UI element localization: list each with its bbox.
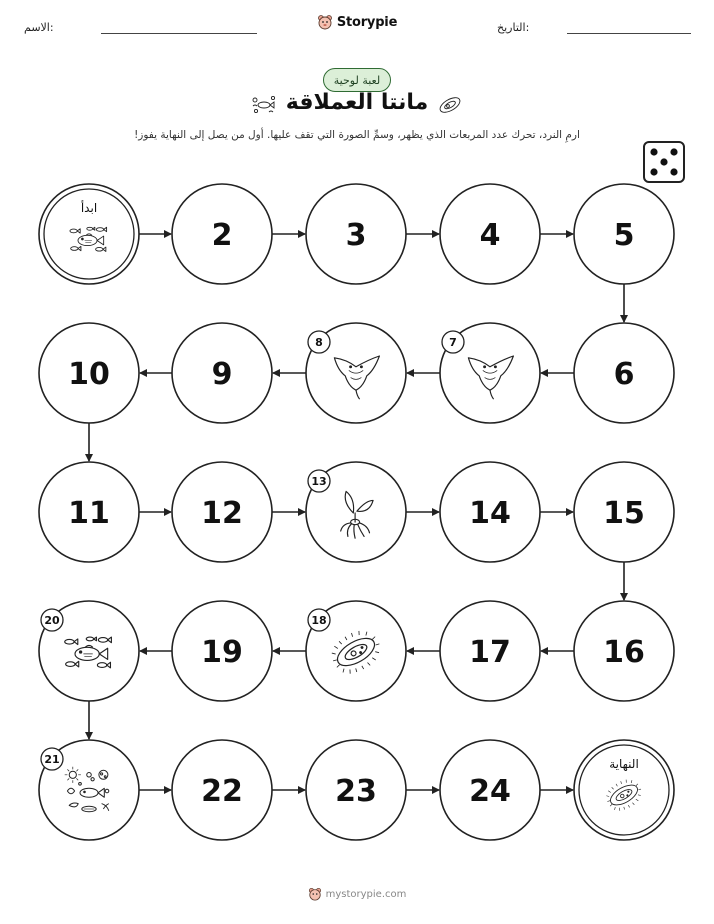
footer-url: mystorypie.com [325,888,407,900]
board-space-5[interactable] [574,184,674,284]
board-space-4[interactable] [440,184,540,284]
brand-name: Storypie [336,14,398,30]
space-number: 5 [613,218,635,253]
space-circle [574,740,674,840]
board-space-12[interactable] [172,462,272,562]
board-space-6[interactable] [574,323,674,423]
space-number: 12 [201,496,243,531]
board-space-17[interactable] [440,601,540,701]
dice-pip [650,148,657,155]
start-space[interactable] [39,184,139,284]
space-number: 13 [311,475,327,488]
space-number: 8 [315,336,323,349]
board-space-10[interactable] [39,323,139,423]
space-number: 21 [44,753,60,766]
name-label: الاسم: [24,21,54,34]
board-space-19[interactable] [172,601,272,701]
board-space-24[interactable] [440,740,540,840]
board-space-8[interactable] [306,323,406,423]
board-space-22[interactable] [172,740,272,840]
board-space-7[interactable] [440,323,540,423]
board-space-15[interactable] [574,462,674,562]
footer [0,887,714,901]
dice-pip [670,168,677,175]
space-number: 14 [469,496,511,531]
space-number: 4 [479,218,501,253]
board-space-3[interactable] [306,184,406,284]
date-label: التاريخ: [497,21,530,34]
space-number: 24 [469,774,511,809]
space-number: 9 [211,357,233,392]
board-space-16[interactable] [574,601,674,701]
space-number: 16 [603,635,645,670]
space-number: 10 [68,357,110,392]
space-number: 17 [469,635,511,670]
space-number: 7 [449,336,457,349]
dice-pip [670,148,677,155]
dice-pip [650,168,657,175]
space-number: 19 [201,635,243,670]
finish-space[interactable] [574,740,674,840]
space-number: 20 [44,614,60,627]
start-label: ابدأ [80,201,98,215]
dice-pip [660,158,667,165]
space-number: 18 [311,614,327,627]
space-number: 15 [603,496,645,531]
board-space-21[interactable] [39,740,139,840]
dice-icon [644,142,684,182]
instructions-text: ارمِ النرد، تحرك عدد المربعات الذي يظهر، وسمِّ الصورة التي تقف عليها. أول من يصل إلى النهاية يفوز! [134,129,580,141]
space-number: 11 [68,496,110,531]
board-space-14[interactable] [440,462,540,562]
board-space-11[interactable] [39,462,139,562]
space-number: 3 [345,218,367,253]
space-number: 6 [613,357,635,392]
page-title: مانتا العملاقة [285,90,429,115]
board-space-20[interactable] [39,601,139,701]
board-space-18[interactable] [306,601,406,701]
game-type-badge: لعبة لوحية [323,68,391,92]
board-space-2[interactable] [172,184,272,284]
space-number: 22 [201,774,243,809]
space-number: 23 [335,774,377,809]
space-number: 2 [211,218,233,253]
storypie-mascot-icon [308,887,322,901]
board-space-23[interactable] [306,740,406,840]
board-space-13[interactable] [306,462,406,562]
board-space-9[interactable] [172,323,272,423]
finish-label: النهاية [609,757,639,771]
